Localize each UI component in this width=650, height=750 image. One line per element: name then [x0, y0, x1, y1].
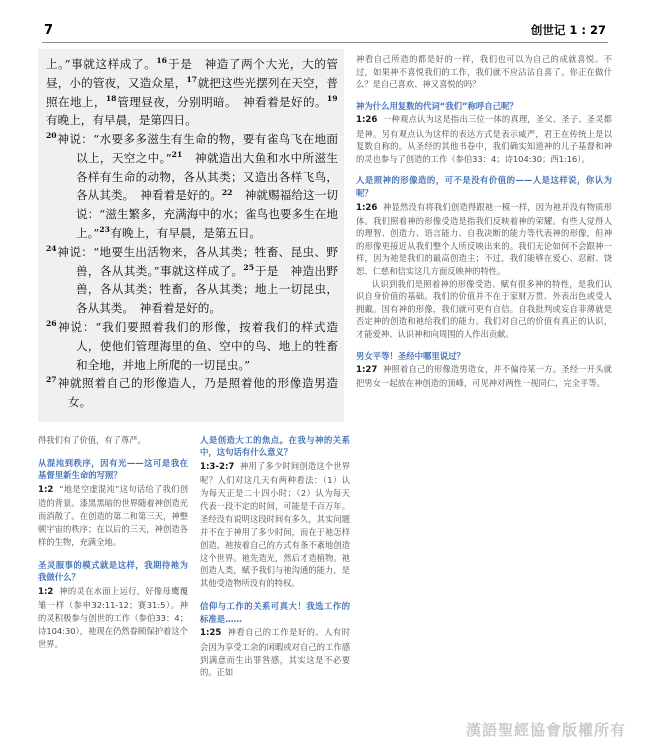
scripture-text: 于是 神造出野兽，各从其类；牲畜，各从其类；地上一切昆虫，各从其类。 神看着是好的。: [76, 263, 338, 316]
verse-number: 24: [46, 243, 57, 253]
spacer: [356, 91, 612, 100]
verse-number: 22: [221, 187, 233, 197]
study-note-body: [200, 460, 350, 590]
page-reference: 创世记 1 : 27: [530, 23, 606, 37]
scripture-text: 于是 神造了两个大光，大的管昼，小的管夜，又造众星，: [46, 57, 338, 90]
study-note-body: [38, 585, 188, 651]
study-note-body: [356, 201, 612, 278]
scripture-text: 神就照着自己的形像造人，乃是照着他的形像造男造女。: [57, 376, 338, 410]
scripture-paragraph: [46, 374, 338, 412]
header-divider: [42, 42, 608, 43]
verse-reference: 1:26: [356, 202, 378, 213]
spacer: [356, 341, 612, 350]
study-note: [356, 174, 612, 340]
verse-reference: 1:27: [356, 365, 378, 376]
study-note-text: 神显然没有将我们创造得跟祂一模一样，因为祂并没有物质形体。我们照着神的形像受造是指我们反映着神的荣耀。有些人觉得人的理智、创造力、语言能力、自我决断的能力等代表神的形像，但神的形像更接近从我们整个人所反映出来的。我们无论如何不会跟神一样，因为祂是我们的最高创造主；不过，我们能够在爱心、忍耐、饶恕、仁慈和信实这几方面反映神的特性。: [356, 201, 612, 277]
scripture-text: 神说：“我们要照着我们的形像，按着我们的样式造人，使他们管理海里的鱼、空中的鸟、地上的牲畜和全地，并地上所爬的一切昆虫。”: [57, 319, 338, 372]
spacer: [356, 165, 612, 174]
scripture-text: 神说：“地要生出活物来，各从其类；牲畜、昆虫、野兽，各从其类。”事就这样成了。: [57, 244, 338, 278]
study-note-heading: 圣灵服事的模式就是这样，我期待祂为我做什么？: [38, 559, 188, 583]
scripture-paragraph: [46, 243, 338, 318]
scripture-text: 就把这些光摆列在天空，普照在地上，: [46, 75, 338, 109]
verse-reference: 1:2: [38, 586, 54, 597]
scripture-text: 有晚上，有早晨，是第五日。: [110, 226, 262, 241]
scripture-text: 管理昼夜，分别明暗。 神看着是好的。: [116, 94, 327, 109]
note-continuation: 得我们有了价值，有了尊严。: [38, 434, 146, 445]
study-note-text-2: 认识到我们是照着神的形像受造、赋有很多神的特性，是我们认识自身价值的基础。我们的价值并不在于家财万贯、外表出色或受人拥戴。因有神的形像，我们就可更有自信。自我批判或妄自菲薄就是否定神的创造和祂给我们的能力。我们对自己的价值有真正的认识，才能爱神、认识神和向周围的人作出贡献。: [356, 278, 612, 340]
verse-number: 17: [186, 74, 198, 84]
verse-reference: 1:25: [200, 628, 222, 639]
scripture-paragraph: [46, 55, 338, 130]
verse-number: 19: [326, 93, 338, 103]
study-note-body: [356, 113, 612, 165]
study-note-heading: 神为什么用复数的代词“我们”称呼自己呢？: [356, 100, 518, 111]
verse-number: 18: [105, 93, 117, 103]
verse-number: 27: [46, 375, 57, 385]
scripture-paragraph: [46, 318, 338, 374]
study-note-text: 神的灵在水面上运行，好像母鹰覆雏一样（参申32:11-12；赛31:5）。神的灵积极参与创世的工作（参伯33：4；诗104:30），祂现在仍然眷顾保护着这个世界。: [38, 585, 188, 649]
scripture-column: [38, 49, 344, 422]
scripture-text: 上。”事就这样成了。: [46, 57, 157, 71]
study-notes-column-right: [362, 434, 538, 679]
upper-body: [38, 49, 612, 422]
verse-number: 20: [46, 131, 57, 141]
study-note: [200, 600, 350, 679]
commentary-continuation: 神看自己所造的都是好的一样，我们也可以为自己的成就喜悦。不过，如果神不喜悦我们的工作，我们就不应沾沾自喜了。你正在做什么？是自己喜欢、神又喜悦的吗？: [356, 54, 612, 90]
study-note: [356, 100, 612, 166]
verse-number: 26: [46, 319, 57, 329]
verse-reference: 1:2: [38, 484, 54, 495]
study-note-text: 神用了多少时间创造这个世界呢？人们对这几天有两种看法：（1）认为每天正是二十四小时；（2）认为每天代表一段不定的时间，可能是千百万年。圣经没有说明这段时间有多久，其实问题并不在于神用了多少时间，而在于祂怎样创造。祂按着自己的方式有条不紊地创造这个世界。祂先造光，然后才造植物。祂创造人类，赋予我们与祂沟通的能力，是其他受造物所没有的特权。: [200, 461, 350, 589]
study-note-body: [38, 483, 188, 549]
page-number: 7: [44, 23, 54, 38]
study-note-text: 神照着自己的形像造男造女，并不偏待某一方。圣经一开头就把男女一起放在神创造的顶峰，可见神对两性一视同仁，完全平等。: [356, 364, 612, 389]
study-note-text: 神看自己的工作是好的。人有时会因为享受工余的闲暇或对自己的工作感到满意而生出罪咎感，其实这是不必要的。正如: [200, 627, 350, 678]
study-notes-column-left: [38, 434, 188, 679]
verse-number: 16: [156, 56, 167, 66]
verse-number: 23: [99, 225, 110, 235]
spacer: [38, 549, 188, 559]
copyright-watermark: 漢語聖經協會版權所有: [465, 721, 626, 739]
study-note-heading: 从混沌到秩序，因有光——这可是我在基督里新生命的写照？: [38, 457, 188, 481]
study-note: [200, 434, 350, 590]
verse-number: 21: [171, 150, 183, 160]
study-notes-row: [38, 434, 612, 679]
study-note: [38, 559, 188, 651]
study-note-heading: 人是照神的形像造的，可不是没有价值的——人是这样说，你认为呢？: [356, 175, 612, 198]
study-notes-column-middle: [200, 434, 350, 679]
study-note-heading: 信仰与工作的关系可真大！我选工作的标准是……: [200, 601, 350, 624]
scripture-text: 有晚上，有早晨，是第四日。: [46, 113, 197, 128]
study-note-text: 一种观点认为这是指出三位一体的真理，圣父、圣子、圣灵都是神。另有观点认为这样的表达方式是表示威严，君王在传统上是以复数自称的。从圣经的其他书卷中，我们确实知道神的儿子基督和神的灵也参与了创造的工作（参伯33：4；诗104:30；西1:16）。: [356, 114, 612, 164]
spacer: [38, 447, 188, 457]
study-note: [38, 457, 188, 549]
study-note: [356, 350, 612, 390]
study-note-text: “地是空虚混沌”这句话给了我们创造的背景。漆黑黑暗的世界随着神创造光而消散了。在创造的第二和第三天，神整顿宇宙的秩序；在以后的三天，神创造各样的生物，充满全地。: [38, 483, 188, 547]
page-header: [38, 22, 612, 42]
verse-reference: 1:3-2:7: [200, 462, 235, 473]
commentary-column: [344, 49, 612, 422]
spacer: [200, 590, 350, 600]
study-note-body: [200, 626, 350, 679]
verse-reference: 1:26: [356, 115, 378, 126]
study-note-body: [356, 363, 612, 390]
scripture-paragraph: [46, 130, 338, 243]
scripture-text: 神就赐福给这一切说：“滋生繁多，充满海中的水；雀鸟也要多生在地上。”: [76, 188, 338, 241]
verse-number: 25: [243, 262, 254, 272]
scripture-text: 神就造出大鱼和水中所滋生各样有生命的动物，各从其类；又造出各样飞鸟，各从其类。 神看着是好的。: [76, 150, 338, 203]
scripture-text: 神说：“水要多多滋生有生命的物，要有雀鸟飞在地面以上，天空之中。”: [57, 132, 338, 165]
study-note-heading: 人是创造大工的焦点。在我与神的关系中，这句话有什么意义？: [200, 434, 350, 458]
study-note-heading: 男女平等！圣经中哪里说过？: [356, 350, 465, 361]
